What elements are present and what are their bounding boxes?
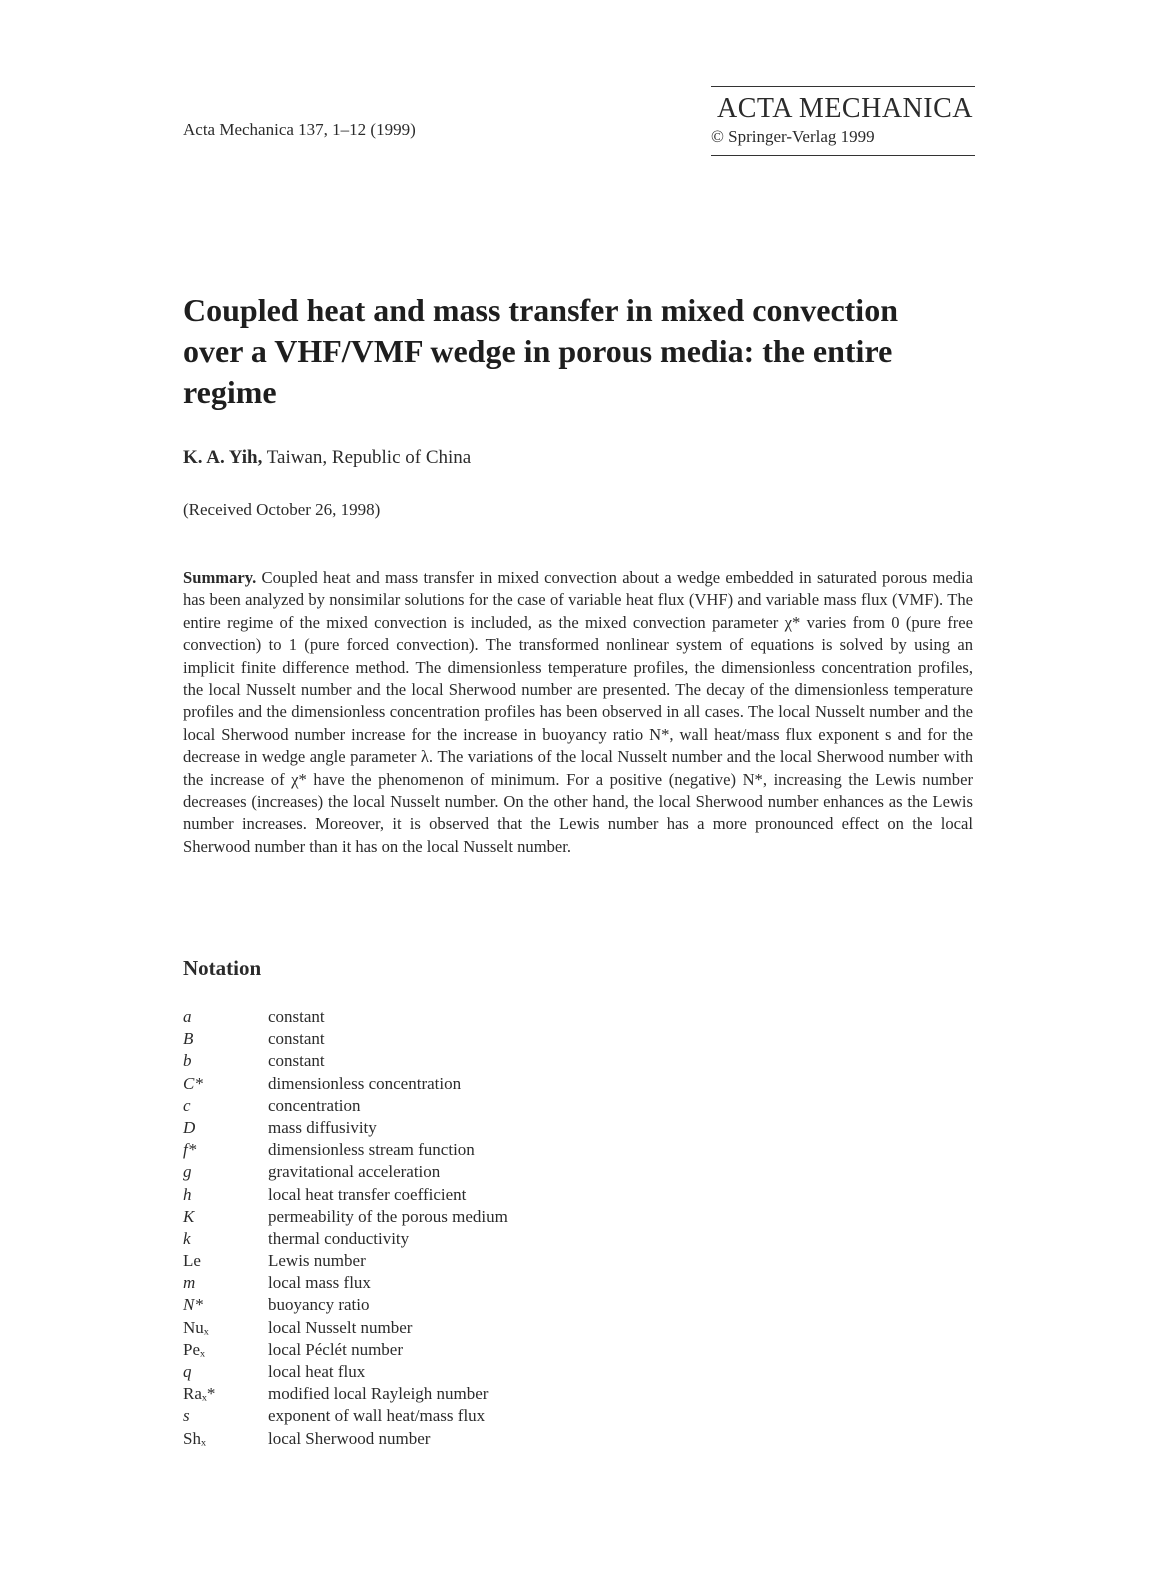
notation-description: buoyancy ratio	[268, 1295, 370, 1315]
notation-row	[183, 1339, 508, 1361]
notation-symbol: Shₓ	[183, 1428, 206, 1448]
notation-row	[183, 1383, 508, 1405]
notation-description: local heat flux	[268, 1362, 366, 1381]
notation-heading: Notation	[183, 956, 262, 980]
notation-row	[183, 1294, 508, 1316]
summary-paragraph	[183, 567, 973, 858]
journal-masthead	[711, 86, 975, 156]
notation-symbol: h	[183, 1184, 192, 1204]
notation-description: mass diffusivity	[268, 1117, 377, 1137]
notation-description: concentration	[268, 1095, 361, 1115]
notation-row	[183, 1050, 508, 1072]
notation-row	[183, 1117, 508, 1139]
notation-description: local Péclét number	[268, 1339, 404, 1359]
notation-description: local Sherwood number	[268, 1428, 431, 1448]
article-title: Coupled heat and mass transfer in mixed convection over a VHF/VMF wedge in porous media: the entire regime	[183, 292, 898, 410]
notation-list	[183, 1006, 508, 1450]
notation-description: Lewis number	[268, 1251, 366, 1271]
masthead-bottom-rule	[711, 155, 975, 156]
notation-symbol: a	[183, 1007, 192, 1026]
summary-text: Coupled heat and mass transfer in mixed convection about a wedge embedded in saturated porous media has been analyzed by nonsimilar solutions for the case of variable heat flux (VHF) and variable mass flux (VMF). The entire regime of the mixed convection is included, as the mixed convection parameter χ* varies from 0 (pure free convection) to 1 (pure forced convection). The transformed nonlinear system of equations is solved by using an implicit finite difference method. The dimensionless temperature profiles, the dimensionless concentration profiles, the local Nusselt number and the local Sherwood number are presented. The decay of the dimensionless temperature profiles and the dimensionless concentration profiles has been observed in all cases. The local Nusselt number and the local Sherwood number increase for the increase in buoyancy ratio N*, wall heat/mass flux exponent s and for the decrease in wedge angle parameter λ. The variations of the local Nusselt number and the local Sherwood number with the increase of χ* have the phenomenon of minimum. For a positive (negative) N*, increasing the Lewis number decreases (increases) the local Nusselt number. On the other hand, the local Sherwood number enhances as the Lewis number increases. Moreover, it is observed that the Lewis number has a more pronounced effect on the local Sherwood number than it has on the local Nusselt number.	[183, 568, 974, 856]
author-location: Taiwan, Republic of China	[266, 447, 472, 468]
notation-description: local mass flux	[268, 1273, 371, 1293]
notation-description: dimensionless concentration	[268, 1073, 462, 1093]
notation-symbol: Nuₓ	[183, 1317, 209, 1337]
notation-row	[183, 1073, 508, 1095]
notation-symbol: D	[183, 1117, 196, 1137]
notation-row	[183, 1228, 508, 1250]
notation-row	[183, 1272, 508, 1294]
notation-symbol: Peₓ	[183, 1339, 205, 1359]
notation-row	[183, 1428, 508, 1450]
author-line	[183, 447, 471, 469]
notation-description: dimensionless stream function	[268, 1140, 475, 1160]
notation-row	[183, 1206, 508, 1228]
notation-row	[183, 1006, 508, 1028]
author-name: K. A. Yih,	[183, 447, 263, 468]
notation-row	[183, 1139, 508, 1161]
notation-symbol: C*	[183, 1073, 203, 1093]
notation-symbol: B	[183, 1029, 194, 1049]
notation-symbol: Le	[183, 1251, 201, 1271]
masthead-top-rule	[711, 86, 975, 87]
notation-description: exponent of wall heat/mass flux	[268, 1406, 486, 1426]
summary-label: Summary.	[183, 568, 257, 587]
notation-symbol: Raₓ*	[183, 1384, 216, 1404]
notation-symbol: N*	[183, 1295, 203, 1315]
notation-row	[183, 1405, 508, 1427]
notation-row	[183, 1028, 508, 1050]
received-date: (Received October 26, 1998)	[183, 500, 381, 519]
notation-description: permeability of the porous medium	[268, 1206, 508, 1226]
copyright-notice: © Springer-Verlag 1999	[711, 127, 875, 146]
notation-description: thermal conductivity	[268, 1228, 410, 1248]
notation-symbol: K	[183, 1206, 195, 1226]
journal-reference: Acta Mechanica 137, 1–12 (1999)	[183, 120, 416, 139]
notation-symbol: q	[183, 1362, 192, 1381]
notation-row	[183, 1317, 508, 1339]
notation-symbol: c	[183, 1095, 191, 1115]
notation-description: local Nusselt number	[268, 1317, 413, 1337]
notation-row	[183, 1361, 508, 1383]
notation-symbol: s	[183, 1406, 190, 1426]
notation-description: modified local Rayleigh number	[268, 1384, 489, 1404]
journal-name: ACTA MECHANICA	[717, 93, 973, 124]
notation-symbol: m	[183, 1273, 196, 1293]
notation-description: constant	[268, 1029, 325, 1049]
notation-description: local heat transfer coefficient	[268, 1184, 467, 1204]
notation-row	[183, 1095, 508, 1117]
notation-symbol: f*	[183, 1140, 197, 1160]
notation-description: constant	[268, 1051, 325, 1071]
notation-symbol: g	[183, 1162, 192, 1182]
notation-row	[183, 1161, 508, 1183]
notation-symbol: k	[183, 1228, 191, 1248]
notation-description: constant	[268, 1007, 325, 1026]
notation-description: gravitational acceleration	[268, 1162, 441, 1182]
notation-row	[183, 1250, 508, 1272]
notation-row	[183, 1184, 508, 1206]
notation-symbol: b	[183, 1051, 192, 1071]
